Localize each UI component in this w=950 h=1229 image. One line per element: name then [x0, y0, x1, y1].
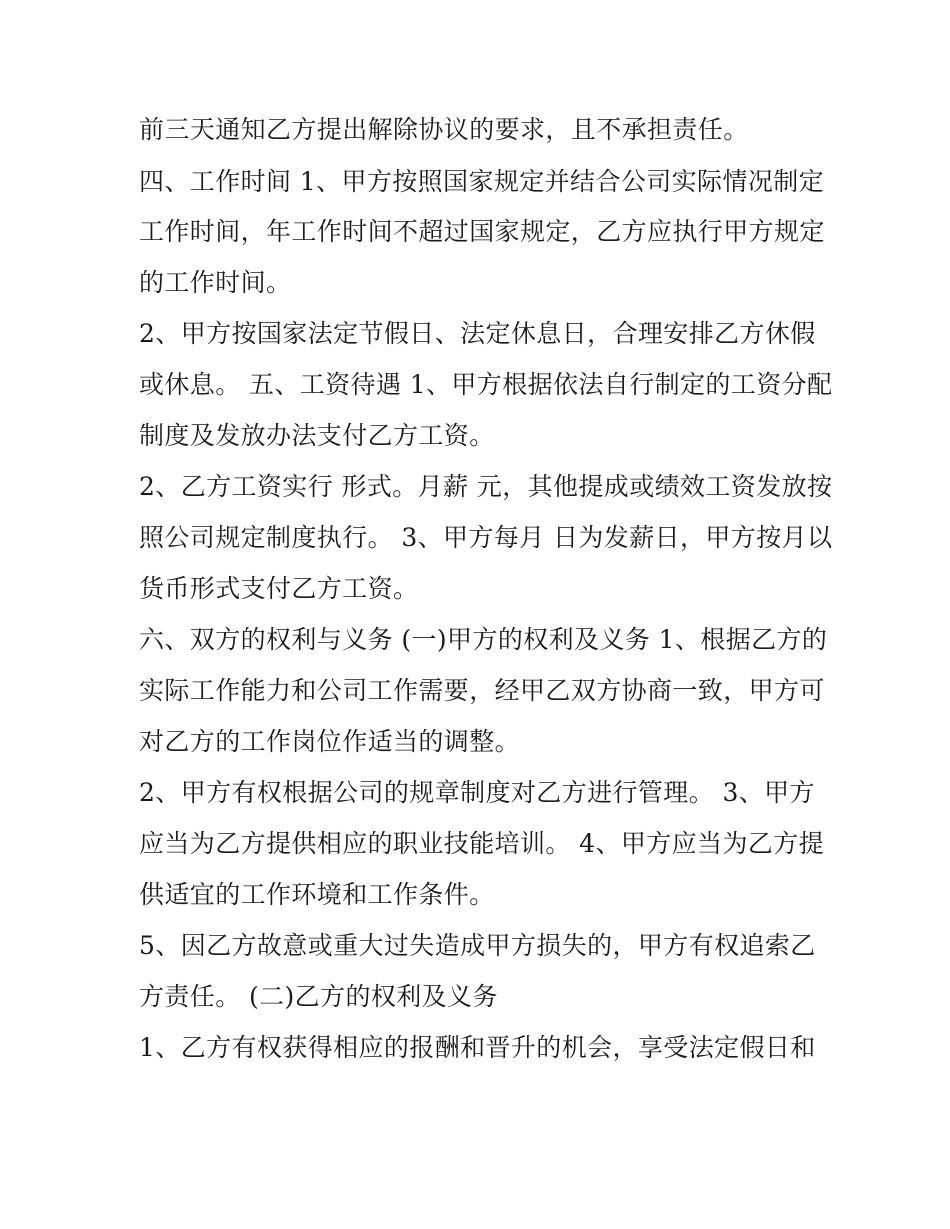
text-line: 1、乙方有权获得相应的报酬和晋升的机会，享受法定假日和 — [139, 1033, 816, 1062]
text-line: 5、因乙方故意或重大过失造成甲方损失的，甲方有权追索乙 — [139, 931, 816, 960]
text-line: 2、乙方工资实行 形式。月薪 元，其他提成或绩效工资发放按 — [139, 472, 833, 501]
text-line: 货币形式支付乙方工资。 — [139, 574, 419, 603]
text-line: 对乙方的工作岗位作适当的调整。 — [139, 727, 521, 756]
text-line: 工作时间，年工作时间不超过国家规定，乙方应执行甲方规定 — [139, 217, 825, 246]
text-line: 前三天通知乙方提出解除协议的要求，且不承担责任。 — [139, 115, 749, 144]
text-line: 六、双方的权利与义务 (一)甲方的权利及义务 1、根据乙方的 — [139, 625, 828, 654]
text-line: 制度及发放办法支付乙方工资。 — [139, 421, 495, 450]
text-line: 四、工作时间 1、甲方按照国家规定并结合公司实际情况制定 — [139, 167, 825, 196]
text-line: 2、甲方有权根据公司的规章制度对乙方进行管理。 3、甲方 — [139, 778, 815, 807]
text-line: 应当为乙方提供相应的职业技能培训。 4、甲方应当为乙方提 — [139, 829, 825, 858]
text-line: 或休息。 五、工资待遇 1、甲方根据依法自行制定的工资分配 — [139, 370, 833, 399]
text-line: 实际工作能力和公司工作需要，经甲乙双方协商一致，甲方可 — [139, 676, 825, 705]
text-line: 2、甲方按国家法定节假日、法定休息日，合理安排乙方休假 — [139, 319, 816, 348]
text-line: 的工作时间。 — [139, 268, 292, 297]
text-line: 照公司规定制度执行。 3、甲方每月 日为发薪日，甲方按月以 — [139, 523, 833, 552]
text-line: 供适宜的工作环境和工作条件。 — [139, 880, 495, 909]
text-line: 方责任。 (二)乙方的权利及义务 — [139, 982, 498, 1011]
